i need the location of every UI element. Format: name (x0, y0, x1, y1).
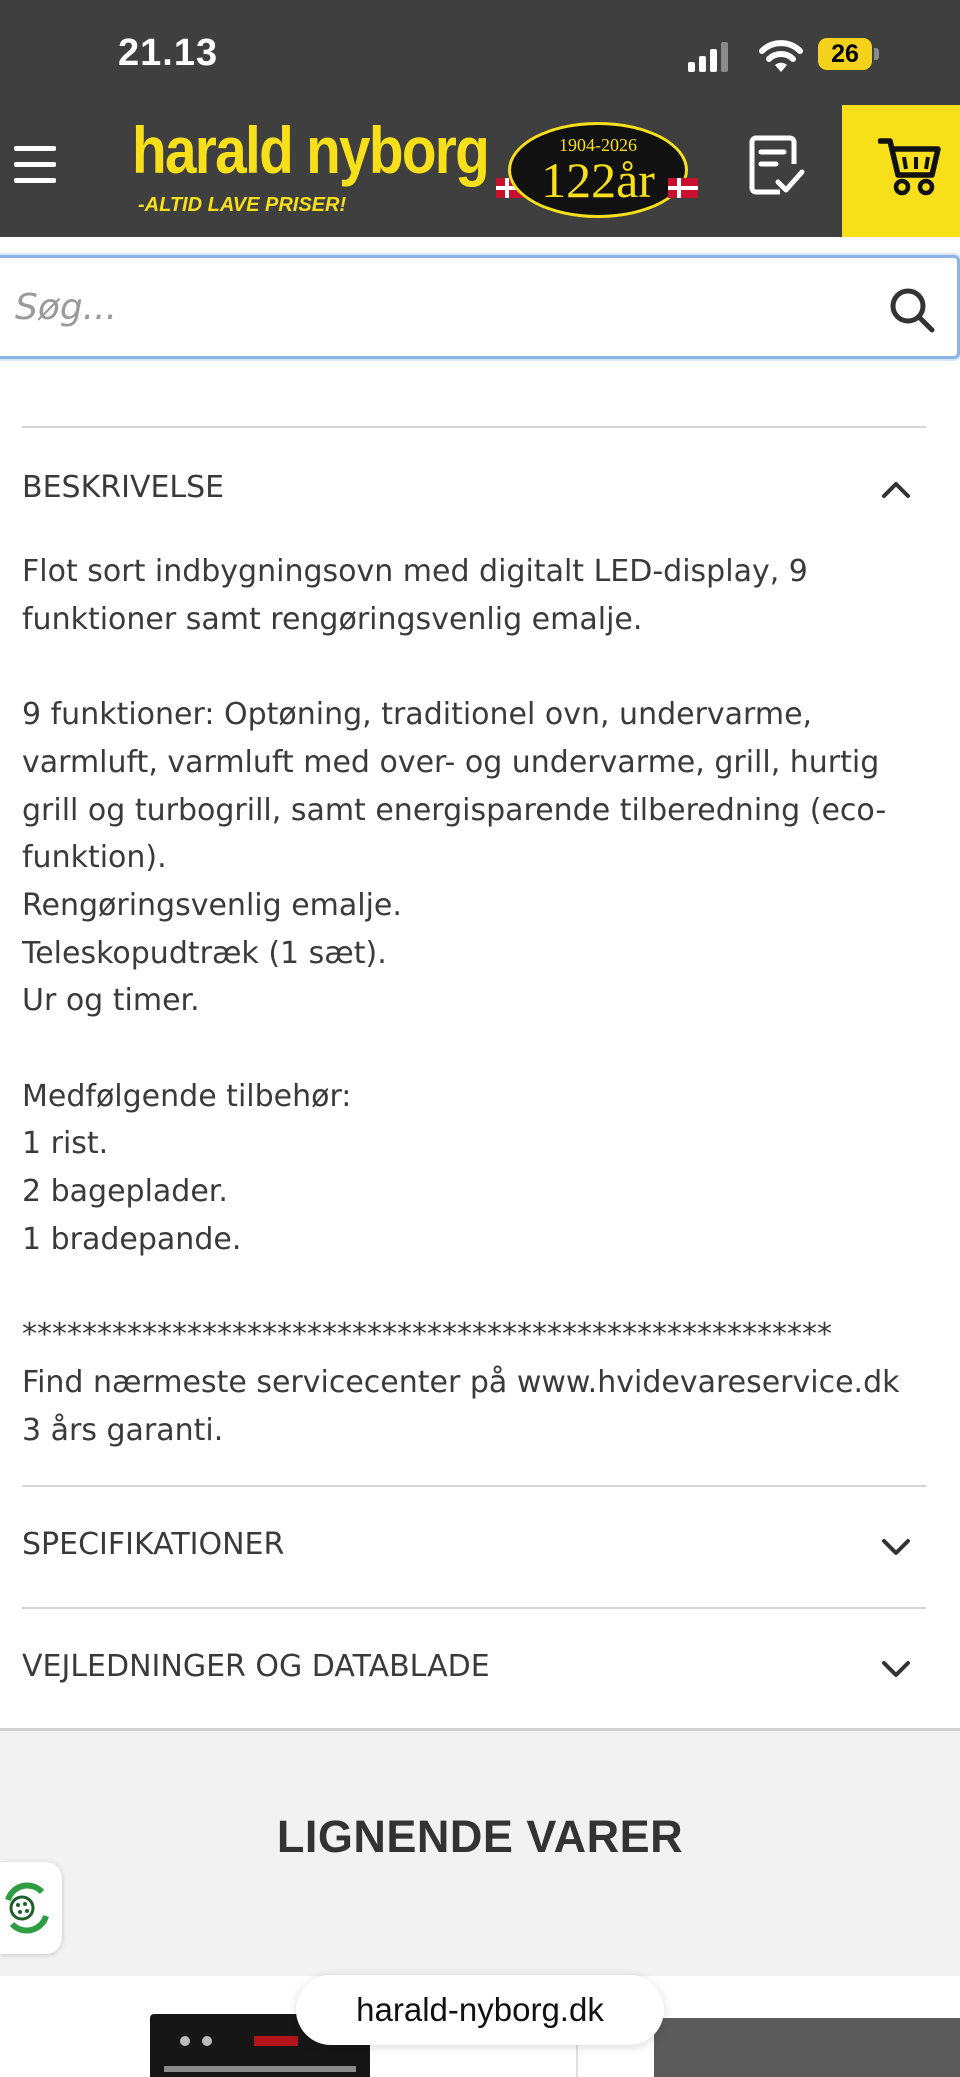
description-line: 3 års garanti. (22, 1412, 224, 1448)
chevron-down-icon (876, 1651, 916, 1687)
status-time: 21.13 (118, 32, 219, 74)
chevron-down-icon (876, 1529, 916, 1565)
description-separator: ****************************************************** (22, 1317, 832, 1353)
accordion-title: VEJLEDNINGER OG DATABLADE (22, 1649, 490, 1684)
description-line: varmluft, varmluft med over- og undervarme, grill, hurtig (22, 744, 880, 780)
accordion-title: SPECIFIKATIONER (22, 1527, 285, 1562)
app-header (0, 0, 960, 237)
similar-products-section (0, 1728, 960, 1976)
description-line: Ur og timer. (22, 983, 200, 1019)
section-divider (22, 426, 926, 428)
search-input[interactable] (15, 276, 865, 338)
description-line (22, 1025, 960, 1073)
cart-button[interactable] (842, 105, 960, 237)
shopping-list-check-icon[interactable] (746, 134, 806, 198)
cellular-signal-icon (688, 42, 732, 72)
description-line: Flot sort indbygningsovn med digitalt LED-display, 9 (22, 554, 808, 589)
danish-flag-icon (668, 178, 698, 198)
seal-years: 1904-2026 (559, 135, 637, 155)
description-line: 1 bradepande. (22, 1221, 242, 1257)
accordion-beskrivelse[interactable] (22, 450, 926, 530)
description-line: Rengøringsvenlig emalje. (22, 887, 402, 923)
description-line (22, 1264, 960, 1312)
description-line: 1 rist. (22, 1126, 109, 1162)
battery-icon: 26 (818, 38, 872, 70)
accordion-vejledninger[interactable] (22, 1629, 926, 1709)
section-divider (22, 1607, 926, 1609)
cart-icon (878, 135, 942, 197)
similar-products-title: LIGNENDE VARER (276, 1811, 684, 1862)
description-line (22, 643, 960, 691)
hamburger-menu-icon[interactable] (10, 140, 60, 190)
description-line: grill og turbogrill, samt energisparende tilberedning (eco- (22, 792, 887, 828)
wifi-icon (758, 38, 804, 74)
search-icon[interactable] (887, 285, 937, 335)
logo-tagline: -ALTID LAVE PRISER! (138, 194, 347, 216)
harald-nyborg-logo[interactable] (128, 112, 708, 222)
accordion-specifikationer[interactable] (22, 1507, 926, 1587)
accordion-title: BESKRIVELSE (22, 470, 225, 505)
eco-recycle-badge-icon[interactable] (0, 1862, 62, 1954)
description-line: 9 funktioner: Optøning, traditionel ovn, undervarme, (22, 697, 813, 733)
description-line: funktioner samt rengøringsvenlig emalje. (22, 601, 643, 637)
description-line: Teleskopudtræk (1 sæt). (22, 935, 387, 971)
description-line: funktion). (22, 840, 167, 876)
description-line: 2 bageplader. (22, 1174, 228, 1210)
logo-wordmark: harald nyborg (132, 113, 489, 187)
battery-tip (874, 48, 879, 60)
description-line: Find nærmeste servicecenter på www.hvidevareservice.dk (22, 1364, 900, 1400)
chevron-up-icon (876, 472, 916, 508)
product-image-kitchen[interactable] (654, 2018, 960, 2077)
seal-anniversary: 122år (541, 152, 655, 208)
description-line: Medfølgende tilbehør: (22, 1078, 352, 1114)
product-description (22, 548, 960, 1454)
anniversary-seal (508, 122, 688, 218)
section-divider (22, 1485, 926, 1487)
browser-url-bar[interactable]: harald-nyborg.dk (296, 1975, 664, 2045)
search-bar[interactable] (0, 255, 960, 359)
status-icons (688, 34, 928, 80)
